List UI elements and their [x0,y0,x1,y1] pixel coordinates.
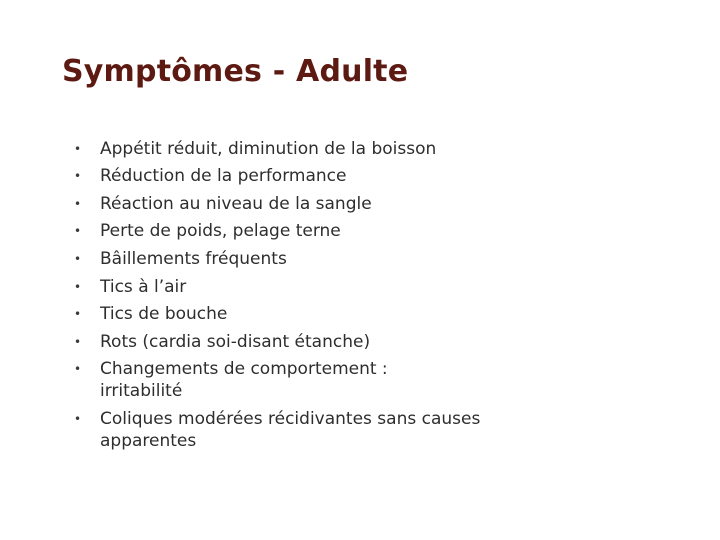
list-item-text: Perte de poids, pelage terne [100,221,341,241]
bullet-icon: • [74,412,82,426]
bullet-icon: • [74,362,82,376]
list-item-text: Tics de bouche [100,304,228,324]
slide-title: Symptômes - Adulte [62,54,409,89]
bullet-icon: • [74,224,82,238]
bullet-icon: • [74,142,82,156]
bullet-icon: • [74,280,82,294]
list-item-text: Tics à l’air [100,277,187,297]
list-item-text: Changements de comportement : irritabilité [100,359,388,401]
list-item-text: Bâillements fréquents [100,249,287,269]
bullet-icon: • [74,197,82,211]
list-item-text: Coliques modérées récidivantes sans causes apparentes [100,409,481,451]
bullet-icon: • [74,335,82,349]
list-item-text: Réaction au niveau de la sangle [100,194,372,214]
bullet-icon: • [74,307,82,321]
bullet-icon: • [74,169,82,183]
list-item-text: Appétit réduit, diminution de la boisson [100,139,437,159]
list-item-text: Réduction de la performance [100,166,347,186]
list-item-text: Rots (cardia soi-disant étanche) [100,332,371,352]
bullet-icon: • [74,252,82,266]
